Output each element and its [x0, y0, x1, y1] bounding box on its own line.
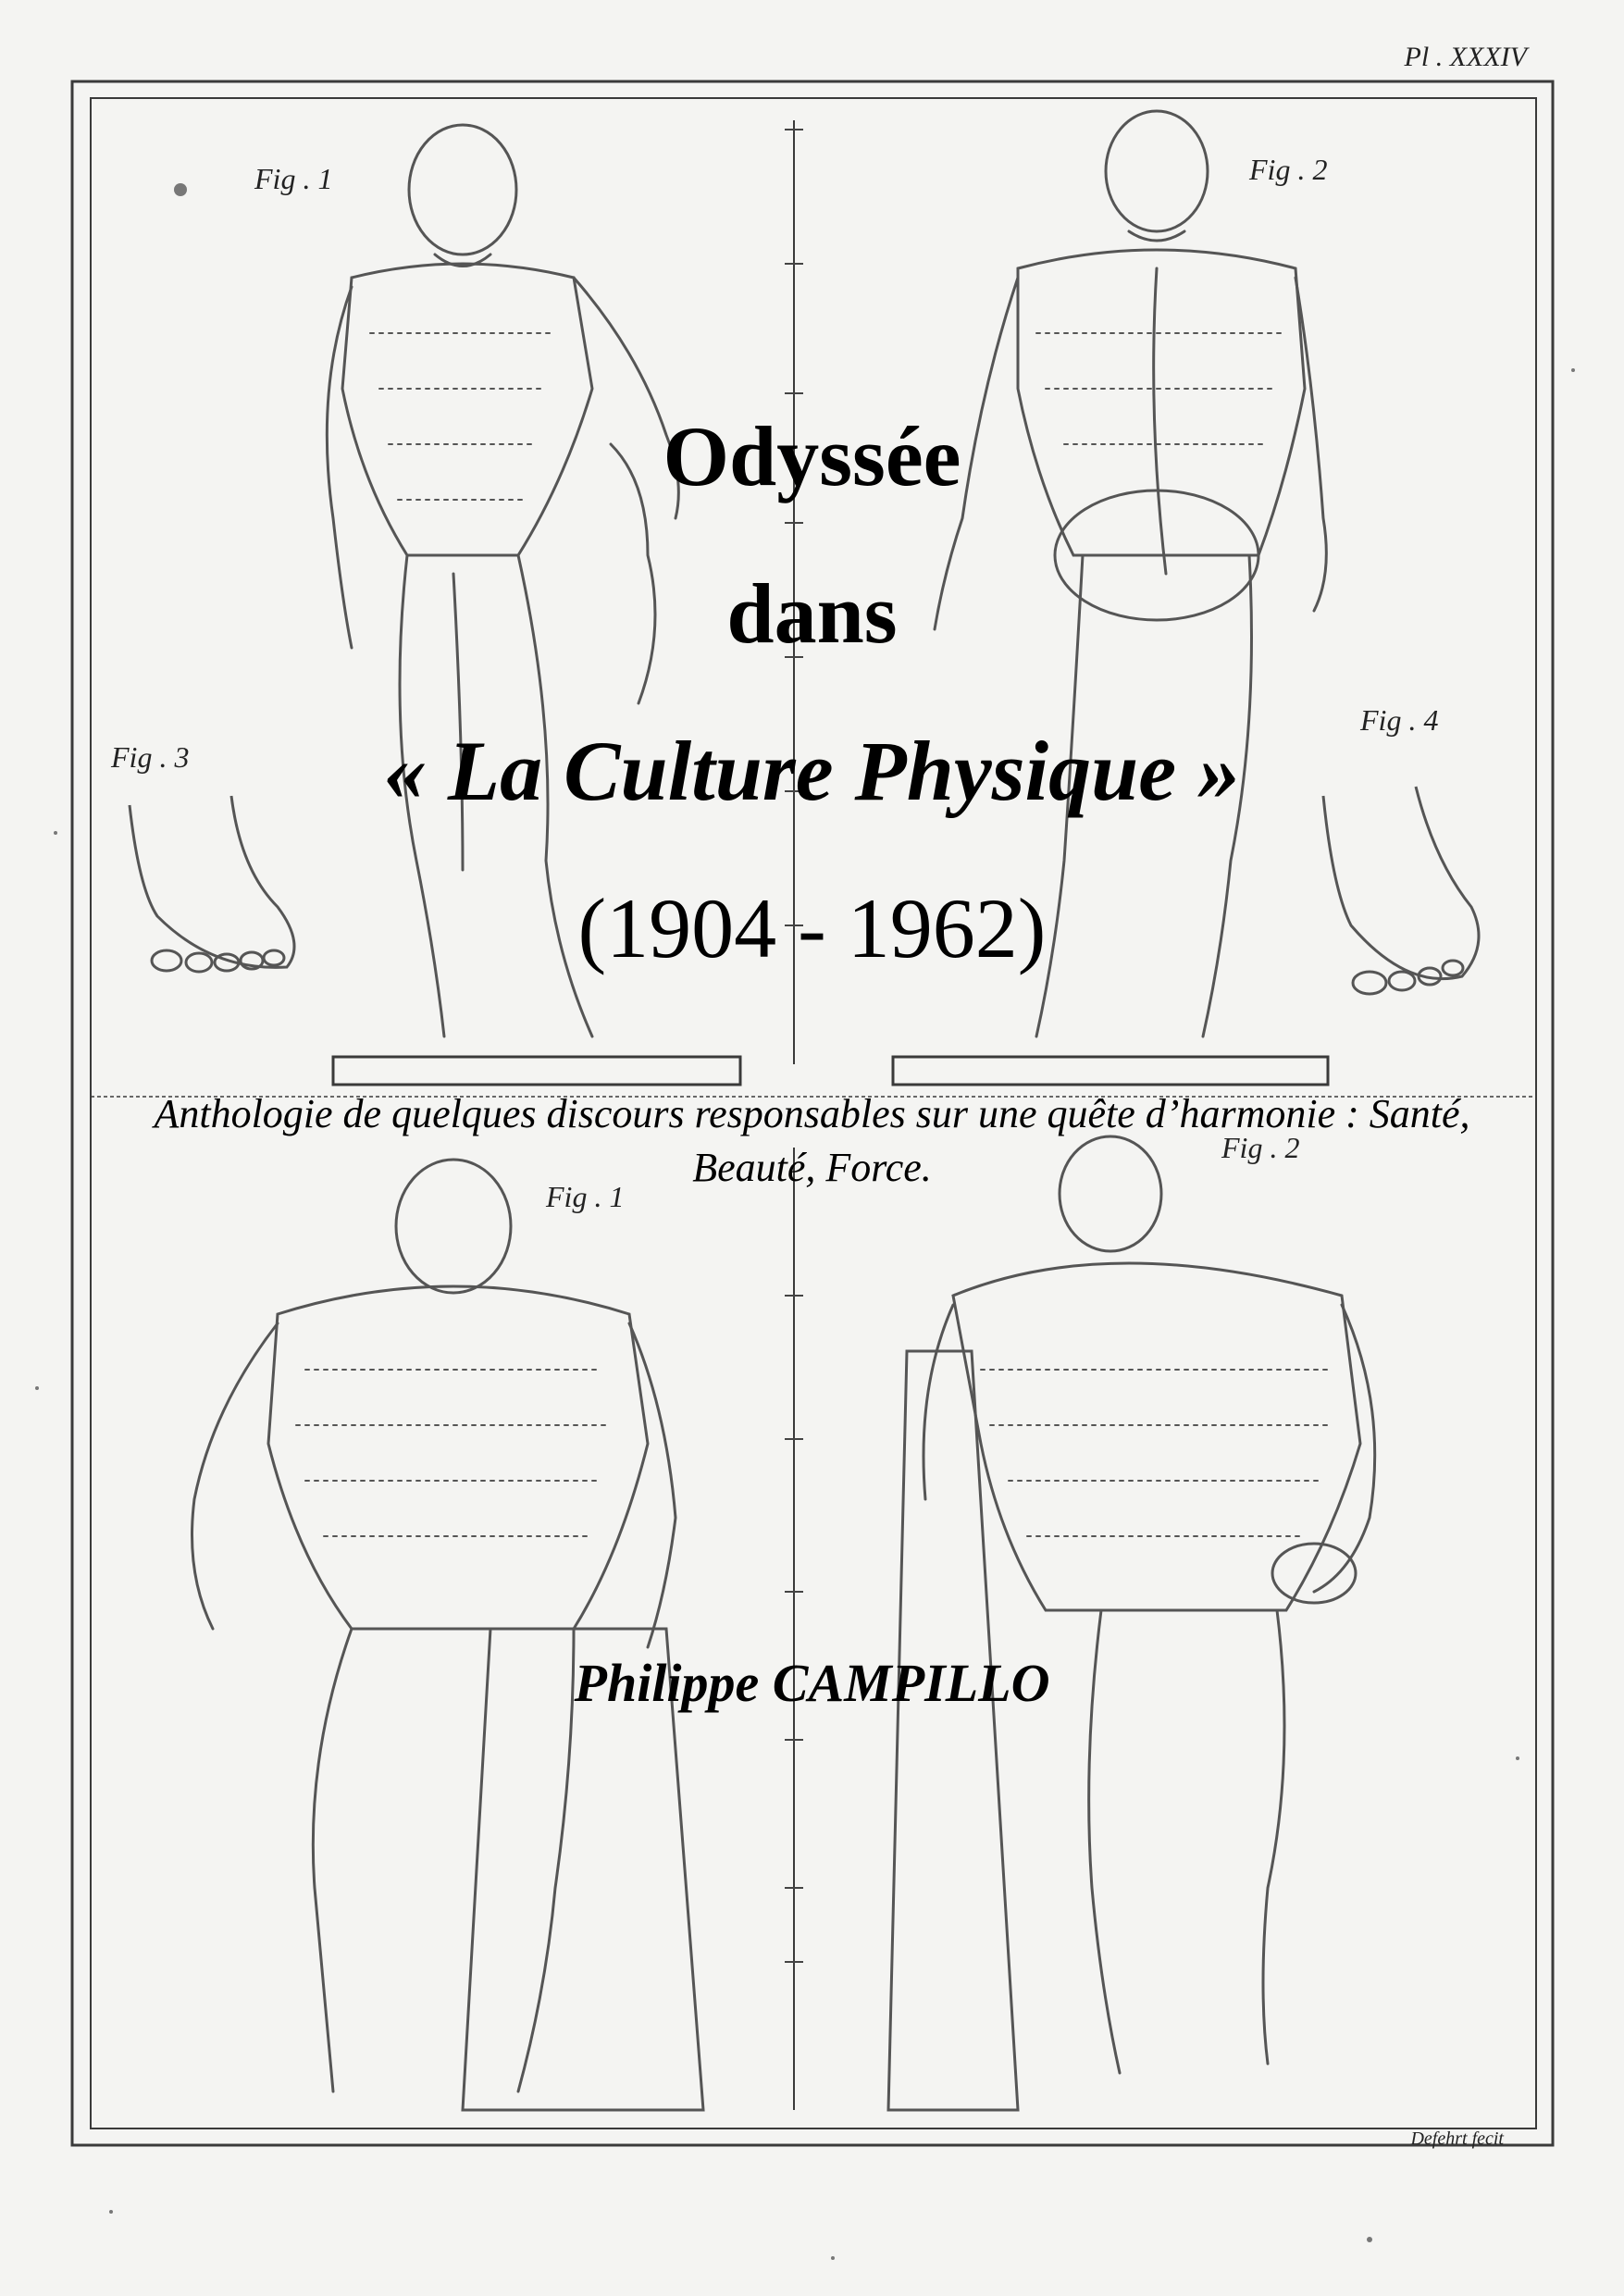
- figure-label: Fig . 4: [1360, 703, 1439, 737]
- title-dates: (1904 - 1962): [577, 881, 1047, 975]
- figure-hercules-back: [888, 1136, 1375, 2110]
- engraver-signature: Defehrt fecit: [1410, 2128, 1504, 2149]
- title-line-1: Odyssée: [663, 409, 961, 503]
- figure-label: Fig . 3: [111, 740, 190, 774]
- figure-label: Fig . 1: [254, 162, 333, 195]
- title-line-3: « La Culture Physique »: [383, 724, 1241, 818]
- title-line-2: dans: [726, 566, 898, 661]
- plate-number: Pl . XXXIV: [1404, 42, 1527, 72]
- figure-label: Fig . 2: [1249, 153, 1328, 186]
- figure-hercules-front: [192, 1160, 704, 2110]
- author-name: Philippe CAMPILLO: [574, 1653, 1050, 1713]
- figure-label: Fig . 2: [1221, 1131, 1300, 1164]
- figure-label: Fig . 1: [546, 1180, 625, 1213]
- subtitle: Anthologie de quelques discours responsables sur une quête d’harmonie : Santé, Beauté, Force.: [154, 1091, 1470, 1190]
